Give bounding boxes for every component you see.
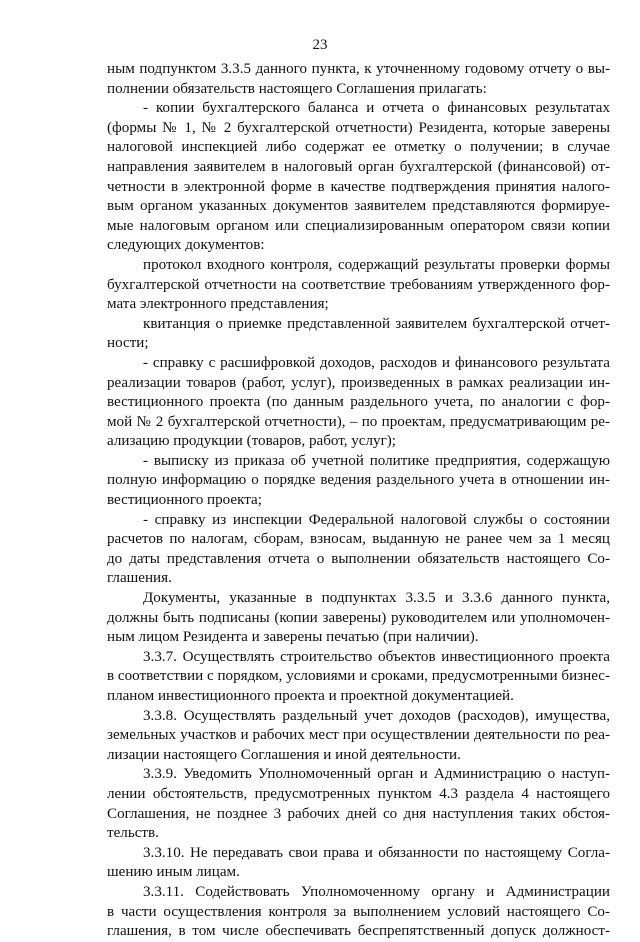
text-line: лизации настоящего Соглашения и иной деятельности. (107, 746, 461, 763)
text-line: протокол входного контроля, содержащий результаты проверки формы (143, 256, 610, 273)
text-line: ализацию продукции (товаров, работ, услуг); (107, 433, 396, 450)
text-line: квитанция о приемке представленной заявителем бухгалтерской отчет- (143, 315, 610, 332)
text-line: - выписку из приказа об учетной политике предприятия, содержащую (143, 452, 610, 469)
text-line: в части осуществления контроля за выполнением условий настоящего Со- (107, 903, 610, 920)
text-line: - справку с расшифровкой доходов, расходов и финансового результата (143, 354, 610, 371)
text-line: реализации товаров (работ, услуг), произведенных в рамках реализации ин- (107, 374, 610, 391)
text-line: вестиционного проекта (по данным раздельного учета, по аналогии с фор- (107, 394, 610, 411)
text-line: вым органом указанных документов заявителем представляются формируе- (107, 198, 610, 215)
text-line: - копии бухгалтерского баланса и отчета о финансовых результатах (143, 100, 610, 117)
text-line: Документы, указанные в подпунктах 3.3.5 и 3.3.6 данного пункта, (143, 590, 610, 607)
text-line: тельств. (107, 825, 159, 842)
text-line: в соответствии с порядком, условиями и сроками, предусмотренными бизнес- (107, 668, 610, 685)
text-line: 3.3.8. Осуществлять раздельный учет доходов (расходов), имущества, (143, 707, 610, 724)
text-line: мые налоговым органом или специализированным оператором связи копии (107, 217, 610, 234)
text-line: 3.3.11. Содействовать Уполномоченному органу и Администрации (143, 883, 610, 900)
text-line: направления заявителем в налоговый орган бухгалтерской (финансовой) от- (107, 158, 610, 175)
text-line: шению иным лицам. (107, 864, 240, 881)
text-line: мата электронного представления; (107, 296, 329, 313)
text-line: планом инвестиционного проекта и проектной документацией. (107, 688, 514, 704)
document-body (107, 60, 610, 942)
text-line: ным лицом Резидента и заверены печатью (при наличии). (107, 629, 479, 646)
text-line: должны быть подписаны (копии заверены) руководителем или уполномочен- (107, 609, 610, 626)
text-line: полную информацию о порядке ведения раздельного учета в отношении ин- (107, 472, 610, 489)
text-line: четности в электронной форме в качестве подтверждения принятия налого- (107, 178, 610, 195)
text-line: глашения, в том числе обеспечивать беспрепятственный допуск должност- (107, 923, 610, 940)
page-number: 23 (312, 37, 328, 53)
text-line: расчетов по налогам, сборам, взносам, выданную не ранее чем за 1 месяц (107, 531, 610, 548)
text-line: - справку из инспекции Федеральной налоговой службы о состоянии (143, 511, 610, 528)
text-line: ным подпунктом 3.3.5 данного пункта, к уточненному годовому отчету о вы- (107, 61, 610, 77)
text-line: вестиционного проекта; (107, 492, 262, 509)
text-line: лении обстоятельств, предусмотренных пунктом 4.3 раздела 4 настоящего (107, 785, 610, 802)
text-line: мой № 2 бухгалтерской отчетности), – по проектам, предусматривающим ре- (107, 413, 610, 430)
text-line: 3.3.7. Осуществлять строительство объектов инвестиционного проекта (143, 648, 610, 665)
text-line: налоговой инспекцией либо содержат ее отметку о получении; в случае (107, 139, 610, 156)
text-line: 3.3.10. Не передавать свои права и обязанности по настоящему Согла- (143, 844, 610, 861)
text-line: (формы № 1, № 2 бухгалтерской отчетности) Резидента, которые заверены (107, 119, 610, 136)
text-line: ности; (107, 335, 149, 352)
text-line: полнении обязательств настоящего Соглашения прилагать: (107, 80, 487, 97)
text-line: следующих документов: (107, 237, 265, 254)
text-line: Соглашения, не позднее 3 рабочих дней со дня наступления таких обстоя- (107, 805, 610, 822)
text-line: до даты представления отчета о выполнении обязательств настоящего Со- (107, 550, 610, 567)
text-line: глашения. (107, 570, 172, 587)
text-line: 3.3.9. Уведомить Уполномоченный орган и Администрацию о наступ- (143, 766, 610, 783)
text-line: бухгалтерской отчетности на соответствие требованиям утвержденного фор- (107, 276, 610, 293)
text-line: земельных участков и рабочих мест при осуществлении деятельности по реа- (107, 727, 610, 744)
